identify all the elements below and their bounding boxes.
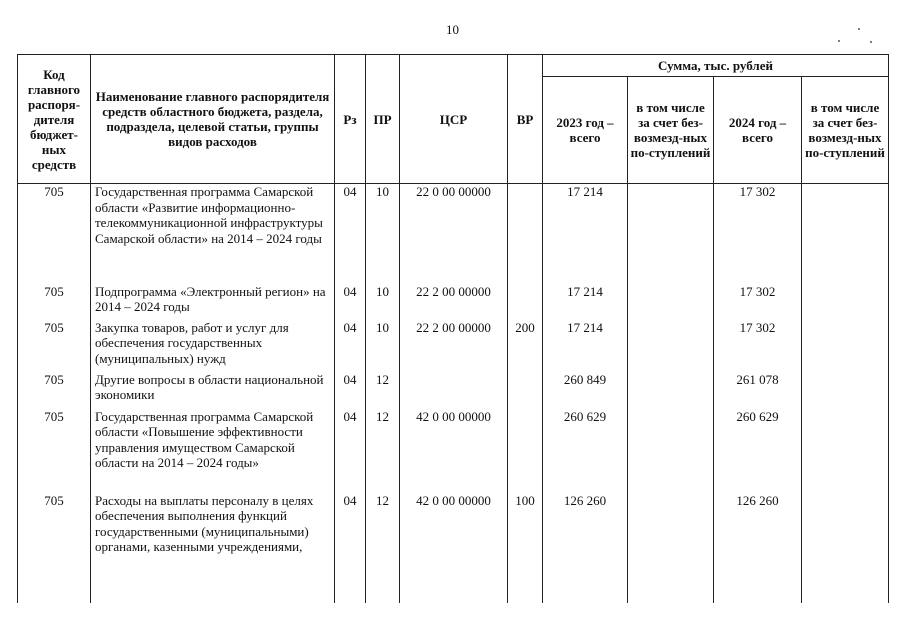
row-csr: 42 0 00 00000 [400, 493, 508, 603]
header-code: Код главного распоря-дителя бюджет-ных средств [18, 55, 91, 184]
row-pr: 12 [366, 493, 400, 603]
row-rz: 04 [335, 493, 366, 603]
row-sum-2023: 126 260 [543, 493, 628, 603]
row-name: Другие вопросы в области национальной экономики [91, 372, 335, 409]
page-number: 10 [446, 22, 459, 37]
scan-speck [858, 28, 860, 30]
row-rz: 04 [335, 320, 366, 372]
row-csr: 22 0 00 00000 [400, 184, 508, 284]
row-pr: 10 [366, 284, 400, 320]
row-sum-2024: 17 302 [714, 320, 802, 372]
row-rz: 04 [335, 409, 366, 493]
header-pr: ПР [366, 55, 400, 184]
row-rz: 04 [335, 184, 366, 284]
table-row [18, 184, 889, 284]
row-name: Подпрограмма «Электронный регион» на 2014 – 2024 годы [91, 284, 335, 320]
row-csr: 42 0 00 00000 [400, 409, 508, 493]
header-2024-free: в том числе за счет без-возмезд-ных по-ступлений [802, 77, 889, 184]
row-free-2023 [628, 409, 714, 493]
row-sum-2024: 260 629 [714, 409, 802, 493]
header-name: Наименование главного распорядителя средств областного бюджета, раздела, подраздела, целевой статьи, группы видов расходов [91, 55, 335, 184]
row-code: 705 [18, 493, 91, 603]
row-code: 705 [18, 184, 91, 284]
row-pr: 12 [366, 409, 400, 493]
row-csr: 22 2 00 00000 [400, 284, 508, 320]
row-rz: 04 [335, 284, 366, 320]
row-pr: 12 [366, 372, 400, 409]
row-vr: 100 [508, 493, 543, 603]
budget-table [17, 54, 889, 603]
row-free-2024 [802, 184, 889, 284]
row-sum-2023: 17 214 [543, 284, 628, 320]
table-row [18, 372, 889, 409]
row-csr: 22 2 00 00000 [400, 320, 508, 372]
scan-speck [870, 41, 872, 43]
row-code: 705 [18, 284, 91, 320]
row-sum-2024: 17 302 [714, 184, 802, 284]
row-pr: 10 [366, 320, 400, 372]
row-rz: 04 [335, 372, 366, 409]
row-free-2024 [802, 320, 889, 372]
row-free-2024 [802, 284, 889, 320]
row-sum-2023: 260 849 [543, 372, 628, 409]
row-csr [400, 372, 508, 409]
row-name: Государственная программа Самарской области «Повышение эффективности управления имуществом Самарской области на 2014 – 2024 годы» [91, 409, 335, 493]
row-vr [508, 409, 543, 493]
row-sum-2024: 261 078 [714, 372, 802, 409]
row-name: Расходы на выплаты персоналу в целях обеспечения выполнения функций государственными (муниципальными) органами, казенными учреждениями, [91, 493, 335, 603]
header-sum-title: Сумма, тыс. рублей [543, 55, 889, 77]
row-sum-2023: 260 629 [543, 409, 628, 493]
table-row [18, 284, 889, 320]
row-free-2023 [628, 184, 714, 284]
scan-speck [838, 40, 840, 42]
row-vr: 200 [508, 320, 543, 372]
row-sum-2024: 126 260 [714, 493, 802, 603]
header-vr: ВР [508, 55, 543, 184]
row-free-2023 [628, 493, 714, 603]
header-csr: ЦСР [400, 55, 508, 184]
row-name: Закупка товаров, работ и услуг для обеспечения государственных (муниципальных) нужд [91, 320, 335, 372]
header-2023-total: 2023 год – всего [543, 77, 628, 184]
row-sum-2023: 17 214 [543, 184, 628, 284]
header-2024-total: 2024 год – всего [714, 77, 802, 184]
row-free-2024 [802, 409, 889, 493]
header-rz: Рз [335, 55, 366, 184]
row-vr [508, 284, 543, 320]
row-code: 705 [18, 409, 91, 493]
table-row [18, 320, 889, 372]
row-vr [508, 372, 543, 409]
row-free-2023 [628, 372, 714, 409]
row-name: Государственная программа Самарской области «Развитие информационно-телекоммуникационной инфраструктуры Самарской области» на 2014 – 2024 годы [91, 184, 335, 284]
table-row [18, 409, 889, 493]
row-pr: 10 [366, 184, 400, 284]
row-vr [508, 184, 543, 284]
row-free-2023 [628, 320, 714, 372]
header-2023-free: в том числе за счет без-возмезд-ных по-ступлений [628, 77, 714, 184]
row-sum-2023: 17 214 [543, 320, 628, 372]
row-code: 705 [18, 320, 91, 372]
table-row [18, 493, 889, 603]
row-sum-2024: 17 302 [714, 284, 802, 320]
row-code: 705 [18, 372, 91, 409]
row-free-2023 [628, 284, 714, 320]
row-free-2024 [802, 372, 889, 409]
row-free-2024 [802, 493, 889, 603]
